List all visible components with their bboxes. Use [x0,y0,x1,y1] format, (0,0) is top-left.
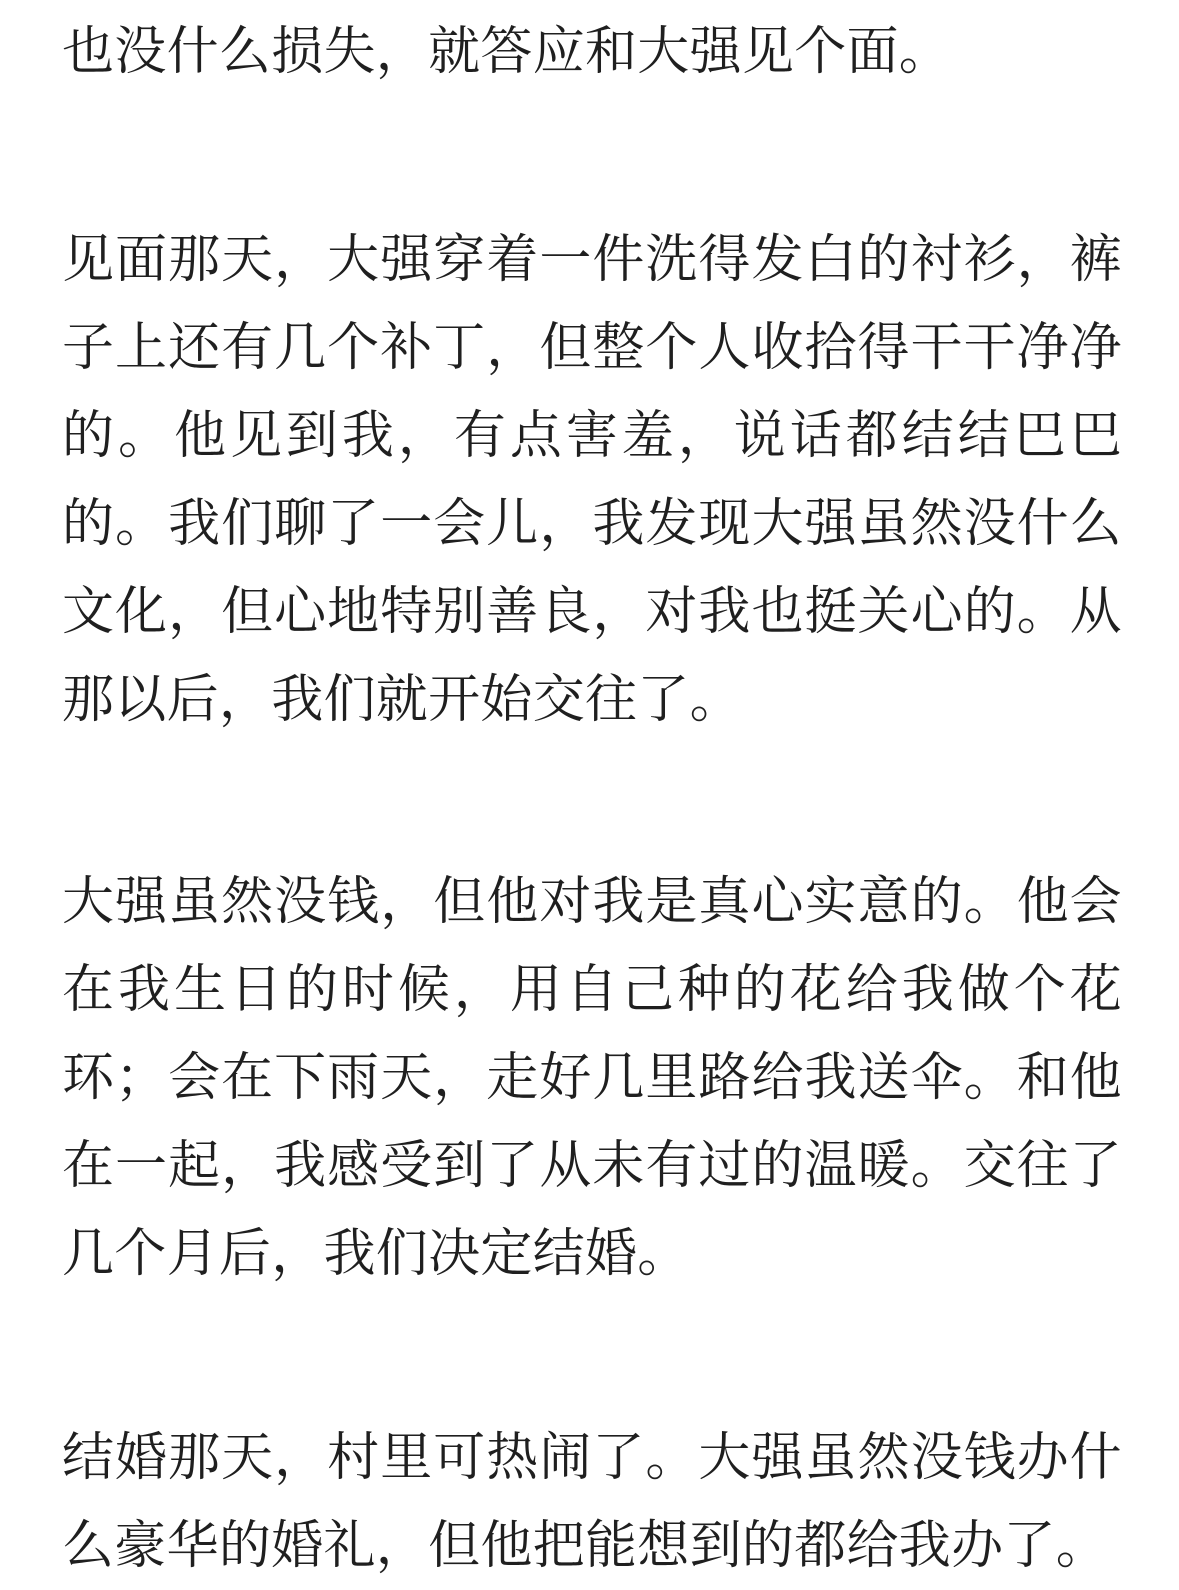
paragraph-2: 见面那天，大强穿着一件洗得发白的衬衫，裤子上还有几个补丁，但整个人收拾得干干净净的。他见到我，有点害羞，说话都结结巴巴的。我们聊了一会儿，我发现大强虽然没什么文化，但心地特别善良，对我也挺关心的。从那以后，我们就开始交往了。 [62,230,1122,730]
paragraph-3: 大强虽然没钱，但他对我是真心实意的。他会在我生日的时候，用自己种的花给我做个花环；会在下雨天，走好几里路给我送伞。和他在一起，我感受到了从未有过的温暖。交往了几个月后，我们决定结婚。 [62,872,1122,1284]
paragraph-4: 结婚那天，村里可热闹了。大强虽然没钱办什么豪华的婚礼，但他把能想到的都给我办了。 [62,1428,1122,1576]
paragraph-1: 也没什么损失，就答应和大强见个面。 [62,22,952,82]
